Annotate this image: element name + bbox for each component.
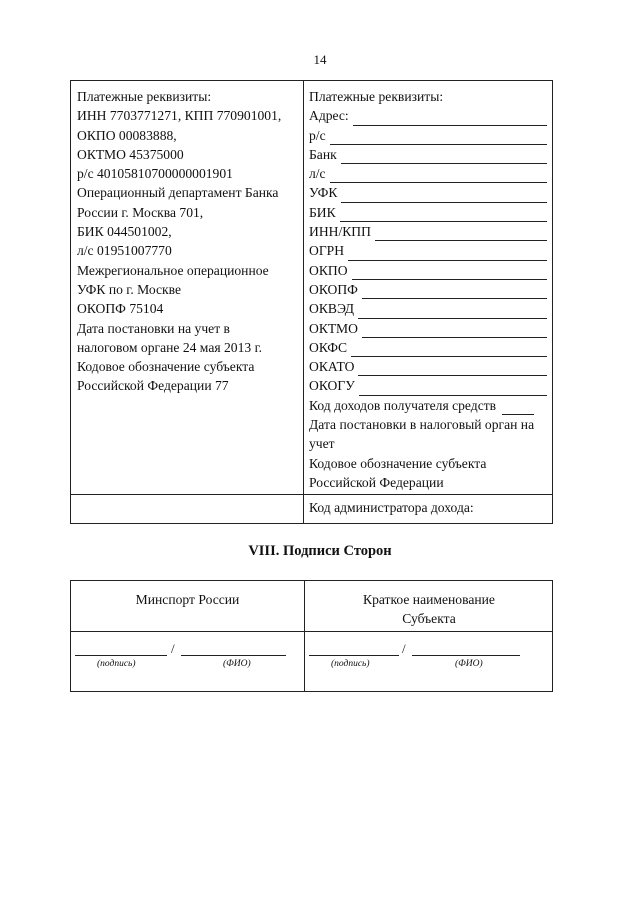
registration-date-label-cont: учет (309, 436, 335, 452)
blank-line (359, 382, 547, 396)
ministry-detail-line: России г. Москва 701, (77, 204, 204, 220)
blank-line (502, 401, 534, 415)
field-label: ИНН/КПП (309, 224, 371, 240)
blank-line (341, 150, 547, 164)
party-ministry: Минспорт России (135, 592, 240, 607)
ministry-detail-line: р/с 40105810700000001901 (77, 166, 233, 182)
field-okogu (309, 376, 551, 395)
field-label: УФК (309, 185, 338, 201)
field-bank (309, 145, 551, 164)
region-code-label: Кодовое обозначение субъекта (309, 455, 487, 471)
field-income-code (309, 396, 551, 415)
field-label: Банк (309, 146, 337, 162)
separator-slash: / (171, 641, 175, 656)
field-ogrn (309, 241, 551, 260)
ministry-detail-line: ОКОПФ 75104 (77, 301, 164, 317)
ministry-detail-line: Российской Федерации 77 (77, 378, 229, 394)
signature-line (75, 655, 167, 656)
payment-details-table (70, 80, 553, 524)
field-label: ОГРН (309, 243, 345, 259)
blank-line (353, 112, 547, 126)
field-label: Код доходов получателя средств (309, 397, 497, 413)
name-line (412, 655, 520, 656)
party-subject-line: Краткое наименование (363, 592, 495, 607)
field-label: БИК (309, 204, 336, 220)
page-number: 14 (313, 52, 327, 67)
field-label: ОКПО (309, 262, 348, 278)
blank-line (340, 208, 547, 222)
ministry-payment-details (77, 87, 301, 396)
field-bik (309, 203, 551, 222)
field-address (309, 106, 551, 125)
field-account (309, 126, 551, 145)
name-caption: (ФИО) (223, 659, 251, 669)
row-divider (71, 494, 552, 495)
region-code-label-cont: Российской Федерации (309, 474, 444, 490)
ministry-detail-line: Дата постановки на учет в (77, 320, 230, 336)
field-label: ОКТМО (309, 320, 358, 336)
field-label: л/с (309, 166, 326, 182)
name-line (181, 655, 286, 656)
blank-line (358, 305, 547, 319)
field-label: ОКАТО (309, 359, 355, 375)
field-personal-account (309, 164, 551, 183)
ministry-detail-line: л/с 01951007770 (77, 243, 172, 259)
blank-line (362, 285, 547, 299)
name-caption: (ФИО) (455, 659, 483, 669)
party-subject-line: Субъекта (402, 611, 456, 626)
blank-line (330, 169, 547, 183)
blank-line (375, 227, 547, 241)
row-divider (71, 631, 552, 632)
field-okopf (309, 280, 551, 299)
field-label: ОКОПФ (309, 281, 358, 297)
ministry-detail-line: Платежные реквизиты: (77, 89, 212, 104)
subject-details-heading: Платежные реквизиты: (309, 89, 444, 104)
signature-caption: (подпись) (331, 659, 370, 669)
ministry-detail-line: Межрегиональное операционное (77, 262, 269, 278)
blank-line (341, 189, 547, 203)
column-divider (303, 81, 304, 523)
party-subject (305, 590, 553, 628)
ministry-signature-block (71, 639, 304, 679)
field-label: ОКФС (309, 339, 348, 355)
field-oktmo (309, 319, 551, 338)
ministry-detail-line: ОКТМО 45375000 (77, 146, 184, 162)
registration-date-label: Дата постановки в налоговый орган на (309, 417, 535, 433)
subject-signature-block (305, 639, 553, 679)
blank-line (358, 362, 547, 376)
field-ufk (309, 183, 551, 202)
blank-line (351, 343, 547, 357)
blank-line (348, 247, 547, 261)
income-administrator-code: Код администратора дохода: (309, 500, 474, 515)
ministry-detail-line: ИНН 7703771271, КПП 770901001, (77, 108, 282, 124)
blank-line (362, 324, 547, 338)
ministry-detail-line: налоговом органе 24 мая 2013 г. (77, 339, 263, 355)
ministry-detail-line: БИК 044501002, (77, 224, 172, 240)
blank-line (330, 131, 547, 145)
ministry-detail-line: Кодовое обозначение субъекта (77, 359, 255, 375)
field-okato (309, 357, 551, 376)
signatures-table (70, 580, 553, 692)
field-okpo (309, 261, 551, 280)
ministry-detail-line: ОКПО 00083888, (77, 127, 177, 143)
field-label: ОКВЭД (309, 301, 355, 317)
subject-payment-details (309, 87, 551, 492)
field-label: ОКОГУ (309, 378, 355, 394)
separator-slash: / (402, 641, 406, 656)
blank-line (352, 266, 547, 280)
section-title: VIII. Подписи Сторон (248, 543, 392, 559)
field-okfs (309, 338, 551, 357)
field-okved (309, 299, 551, 318)
field-inn-kpp (309, 222, 551, 241)
field-label: Адрес: (309, 108, 349, 124)
ministry-detail-line: Операционный департамент Банка (77, 185, 279, 201)
signature-line (309, 655, 399, 656)
field-label: р/с (309, 127, 326, 143)
signature-caption: (подпись) (97, 659, 136, 669)
ministry-detail-line: УФК по г. Москве (77, 281, 182, 297)
